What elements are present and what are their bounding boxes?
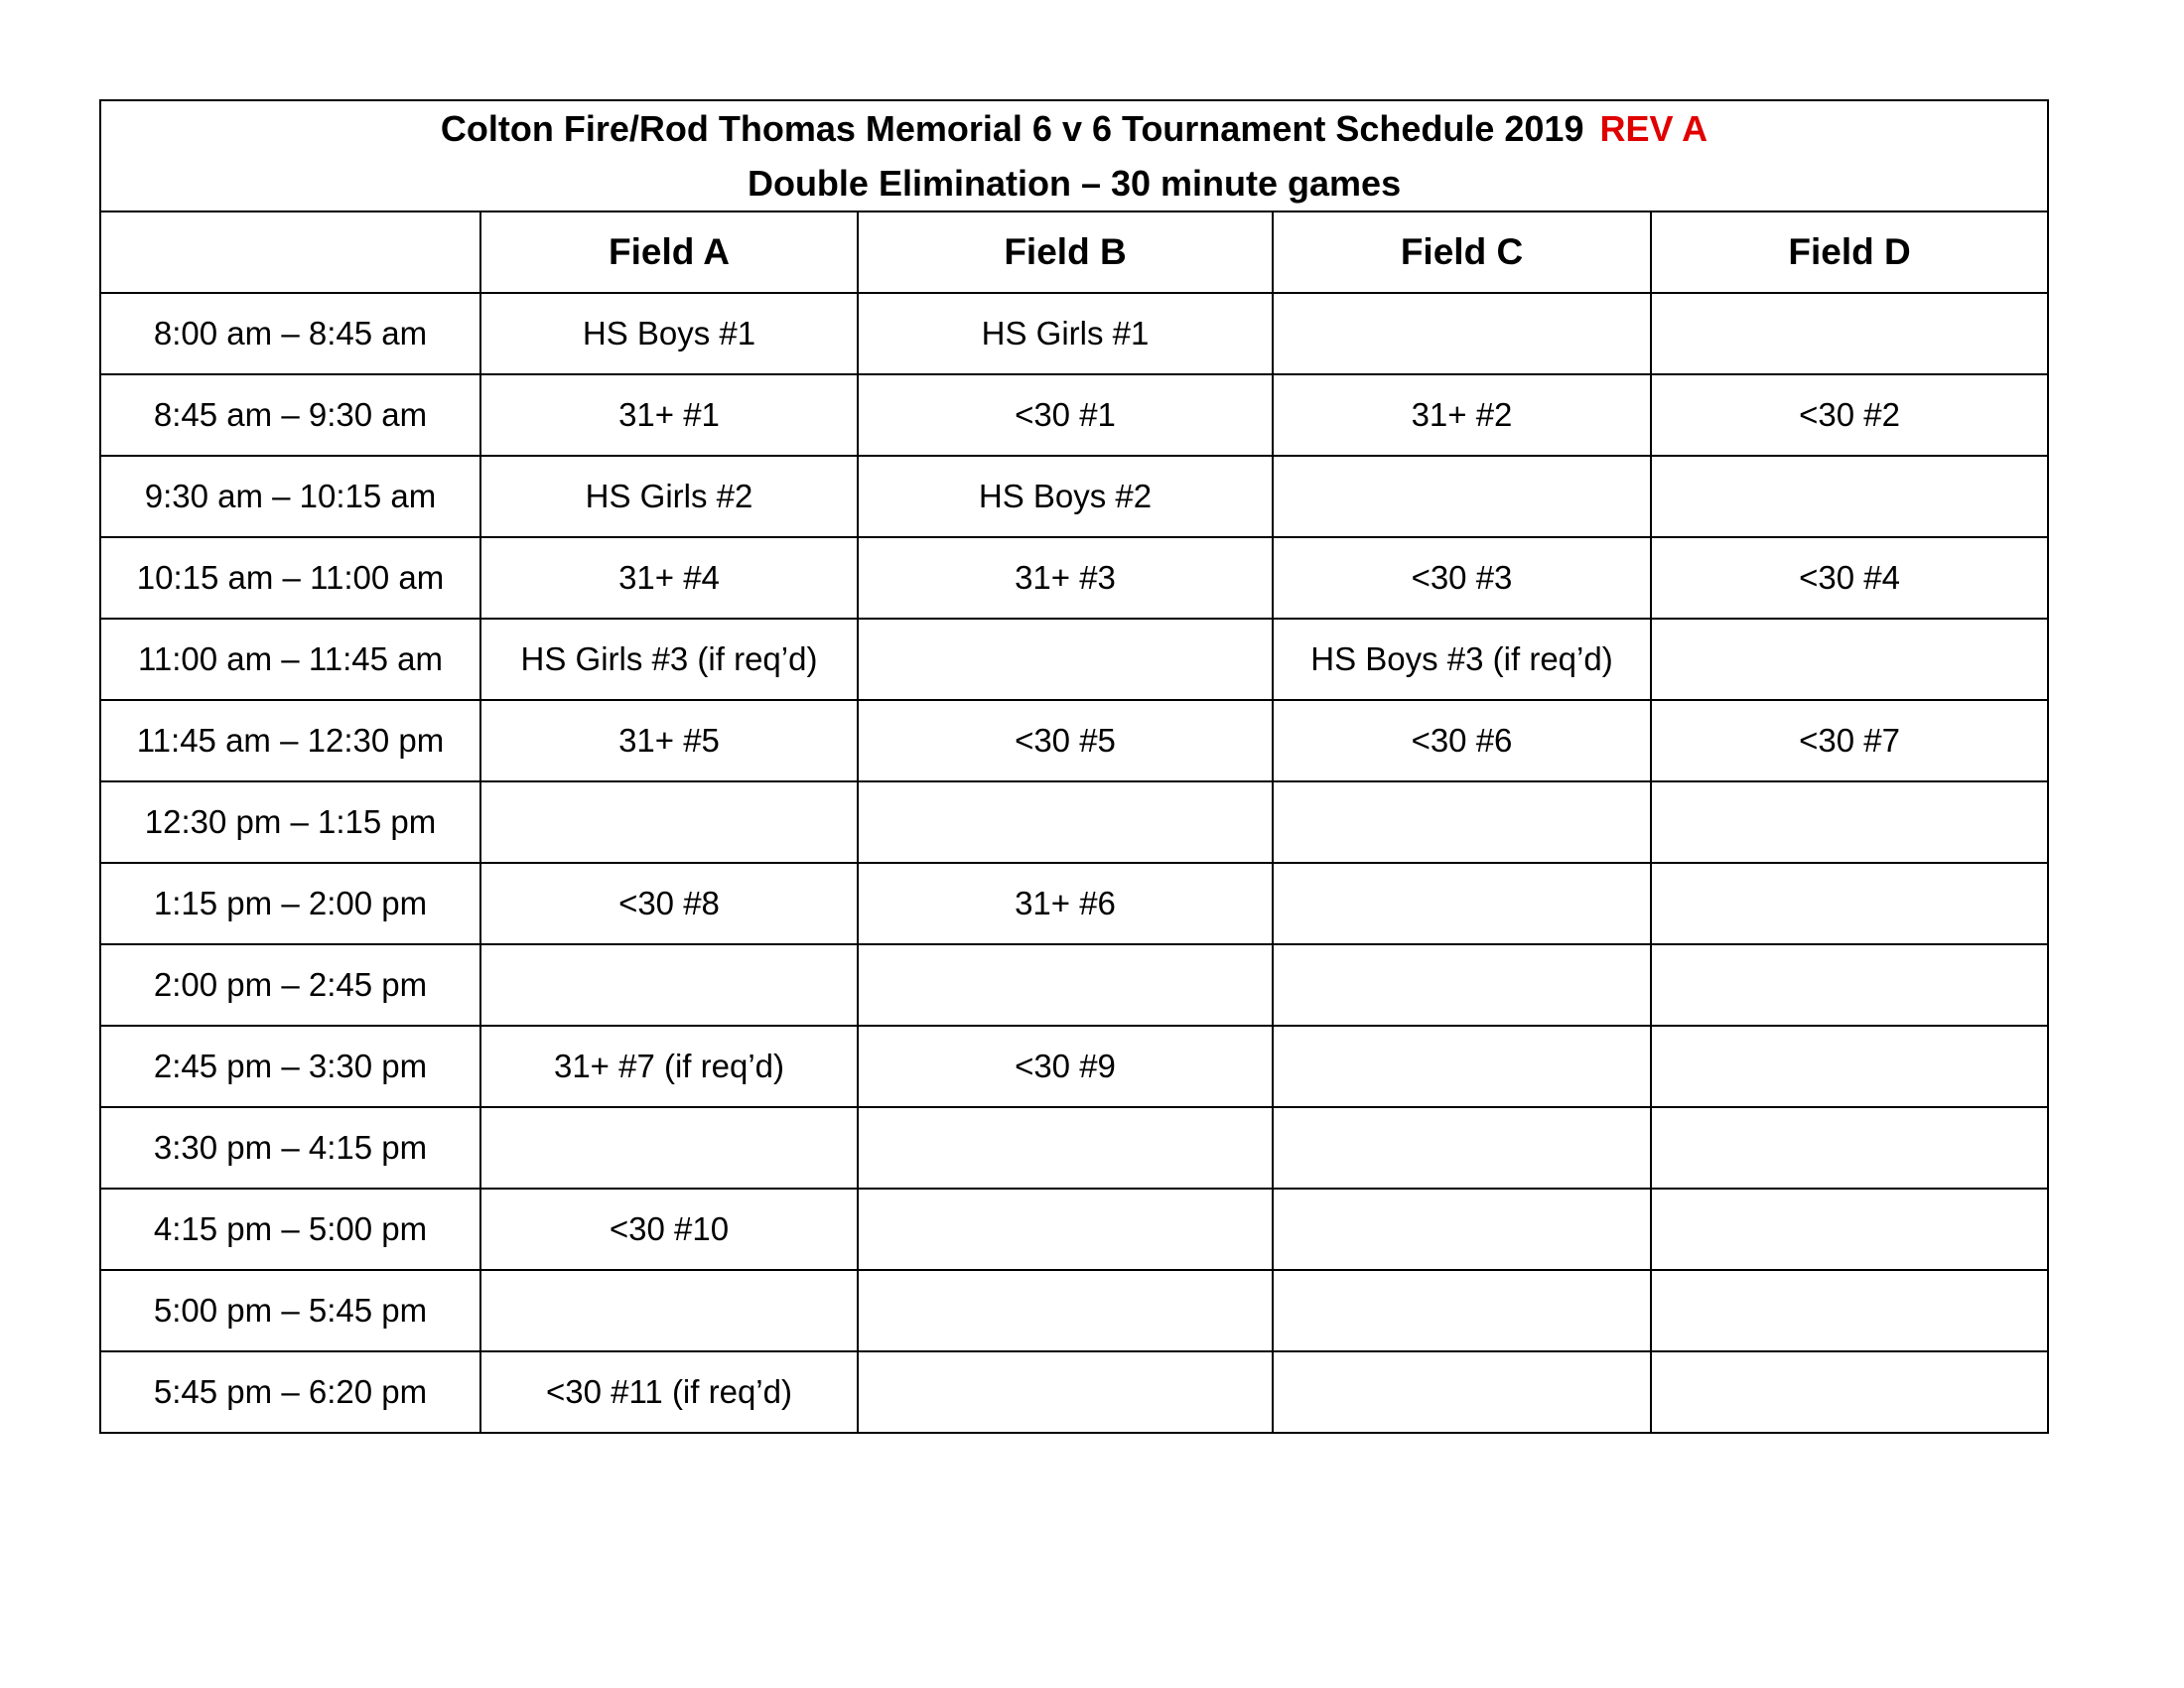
field-b-cell: <30 #9 — [858, 1026, 1273, 1107]
table-row — [100, 1351, 2048, 1433]
table-row — [100, 293, 2048, 374]
field-d-cell: <30 #7 — [1651, 700, 2048, 781]
field-a-cell: 31+ #4 — [480, 537, 858, 619]
table-row — [100, 1026, 2048, 1107]
field-c-cell — [1273, 456, 1651, 537]
table-row — [100, 944, 2048, 1026]
title-row — [100, 100, 2048, 211]
field-d-cell — [1651, 1189, 2048, 1270]
field-d-cell: <30 #2 — [1651, 374, 2048, 456]
schedule-table — [99, 99, 2049, 1434]
field-a-cell — [480, 1270, 858, 1351]
column-header-row — [100, 211, 2048, 293]
field-b-cell — [858, 944, 1273, 1026]
time-slot-cell: 8:45 am – 9:30 am — [100, 374, 480, 456]
table-row — [100, 781, 2048, 863]
table-row — [100, 537, 2048, 619]
field-c-cell: <30 #3 — [1273, 537, 1651, 619]
field-b-cell: HS Girls #1 — [858, 293, 1273, 374]
field-d-cell: <30 #4 — [1651, 537, 2048, 619]
field-d-cell — [1651, 293, 2048, 374]
time-slot-cell: 11:45 am – 12:30 pm — [100, 700, 480, 781]
field-b-cell: HS Boys #2 — [858, 456, 1273, 537]
field-c-cell — [1273, 1107, 1651, 1189]
field-c-cell — [1273, 293, 1651, 374]
time-slot-cell: 12:30 pm – 1:15 pm — [100, 781, 480, 863]
field-c-cell — [1273, 1026, 1651, 1107]
field-d-cell — [1651, 944, 2048, 1026]
field-d-cell — [1651, 1270, 2048, 1351]
field-c-cell — [1273, 781, 1651, 863]
field-b-cell — [858, 1107, 1273, 1189]
field-d-cell — [1651, 1351, 2048, 1433]
field-a-cell: HS Girls #3 (if req’d) — [480, 619, 858, 700]
table-row — [100, 1270, 2048, 1351]
time-slot-cell: 4:15 pm – 5:00 pm — [100, 1189, 480, 1270]
field-d-cell — [1651, 781, 2048, 863]
time-slot-cell: 2:45 pm – 3:30 pm — [100, 1026, 480, 1107]
field-d-cell — [1651, 863, 2048, 944]
time-slot-cell: 9:30 am – 10:15 am — [100, 456, 480, 537]
field-a-cell: 31+ #7 (if req’d) — [480, 1026, 858, 1107]
table-row — [100, 374, 2048, 456]
header-field-c: Field C — [1273, 211, 1651, 293]
field-b-cell — [858, 1351, 1273, 1433]
field-b-cell — [858, 1270, 1273, 1351]
field-c-cell — [1273, 1189, 1651, 1270]
field-a-cell — [480, 1107, 858, 1189]
field-c-cell — [1273, 863, 1651, 944]
header-field-b: Field B — [858, 211, 1273, 293]
title-line2: Double Elimination – 30 minute games — [747, 163, 1402, 204]
header-time — [100, 211, 480, 293]
time-slot-cell: 5:00 pm – 5:45 pm — [100, 1270, 480, 1351]
field-c-cell — [1273, 1351, 1651, 1433]
header-field-a: Field A — [480, 211, 858, 293]
field-c-cell — [1273, 944, 1651, 1026]
table-row — [100, 456, 2048, 537]
table-row — [100, 863, 2048, 944]
time-slot-cell: 1:15 pm – 2:00 pm — [100, 863, 480, 944]
field-a-cell: 31+ #1 — [480, 374, 858, 456]
field-b-cell: <30 #1 — [858, 374, 1273, 456]
schedule-body — [100, 293, 2048, 1433]
time-slot-cell: 5:45 pm – 6:20 pm — [100, 1351, 480, 1433]
table-row — [100, 1107, 2048, 1189]
document-title — [100, 100, 2048, 211]
time-slot-cell: 10:15 am – 11:00 am — [100, 537, 480, 619]
field-a-cell — [480, 781, 858, 863]
field-c-cell — [1273, 1270, 1651, 1351]
field-b-cell — [858, 619, 1273, 700]
time-slot-cell: 8:00 am – 8:45 am — [100, 293, 480, 374]
table-row — [100, 700, 2048, 781]
table-row — [100, 1189, 2048, 1270]
time-slot-cell: 11:00 am – 11:45 am — [100, 619, 480, 700]
field-a-cell: <30 #8 — [480, 863, 858, 944]
field-c-cell: HS Boys #3 (if req’d) — [1273, 619, 1651, 700]
field-b-cell — [858, 1189, 1273, 1270]
time-slot-cell: 3:30 pm – 4:15 pm — [100, 1107, 480, 1189]
field-b-cell: 31+ #3 — [858, 537, 1273, 619]
field-d-cell — [1651, 1107, 2048, 1189]
field-d-cell — [1651, 619, 2048, 700]
field-b-cell: <30 #5 — [858, 700, 1273, 781]
header-field-d: Field D — [1651, 211, 2048, 293]
field-a-cell: HS Girls #2 — [480, 456, 858, 537]
field-a-cell: HS Boys #1 — [480, 293, 858, 374]
field-a-cell: <30 #11 (if req’d) — [480, 1351, 858, 1433]
field-b-cell — [858, 781, 1273, 863]
title-line1: Colton Fire/Rod Thomas Memorial 6 v 6 Tournament Schedule 2019 — [440, 108, 1584, 149]
field-b-cell: 31+ #6 — [858, 863, 1273, 944]
field-a-cell — [480, 944, 858, 1026]
revision-label: REV A — [1599, 108, 1708, 149]
field-d-cell — [1651, 1026, 2048, 1107]
table-row — [100, 619, 2048, 700]
field-d-cell — [1651, 456, 2048, 537]
field-c-cell: 31+ #2 — [1273, 374, 1651, 456]
time-slot-cell: 2:00 pm – 2:45 pm — [100, 944, 480, 1026]
field-c-cell: <30 #6 — [1273, 700, 1651, 781]
field-a-cell: <30 #10 — [480, 1189, 858, 1270]
field-a-cell: 31+ #5 — [480, 700, 858, 781]
